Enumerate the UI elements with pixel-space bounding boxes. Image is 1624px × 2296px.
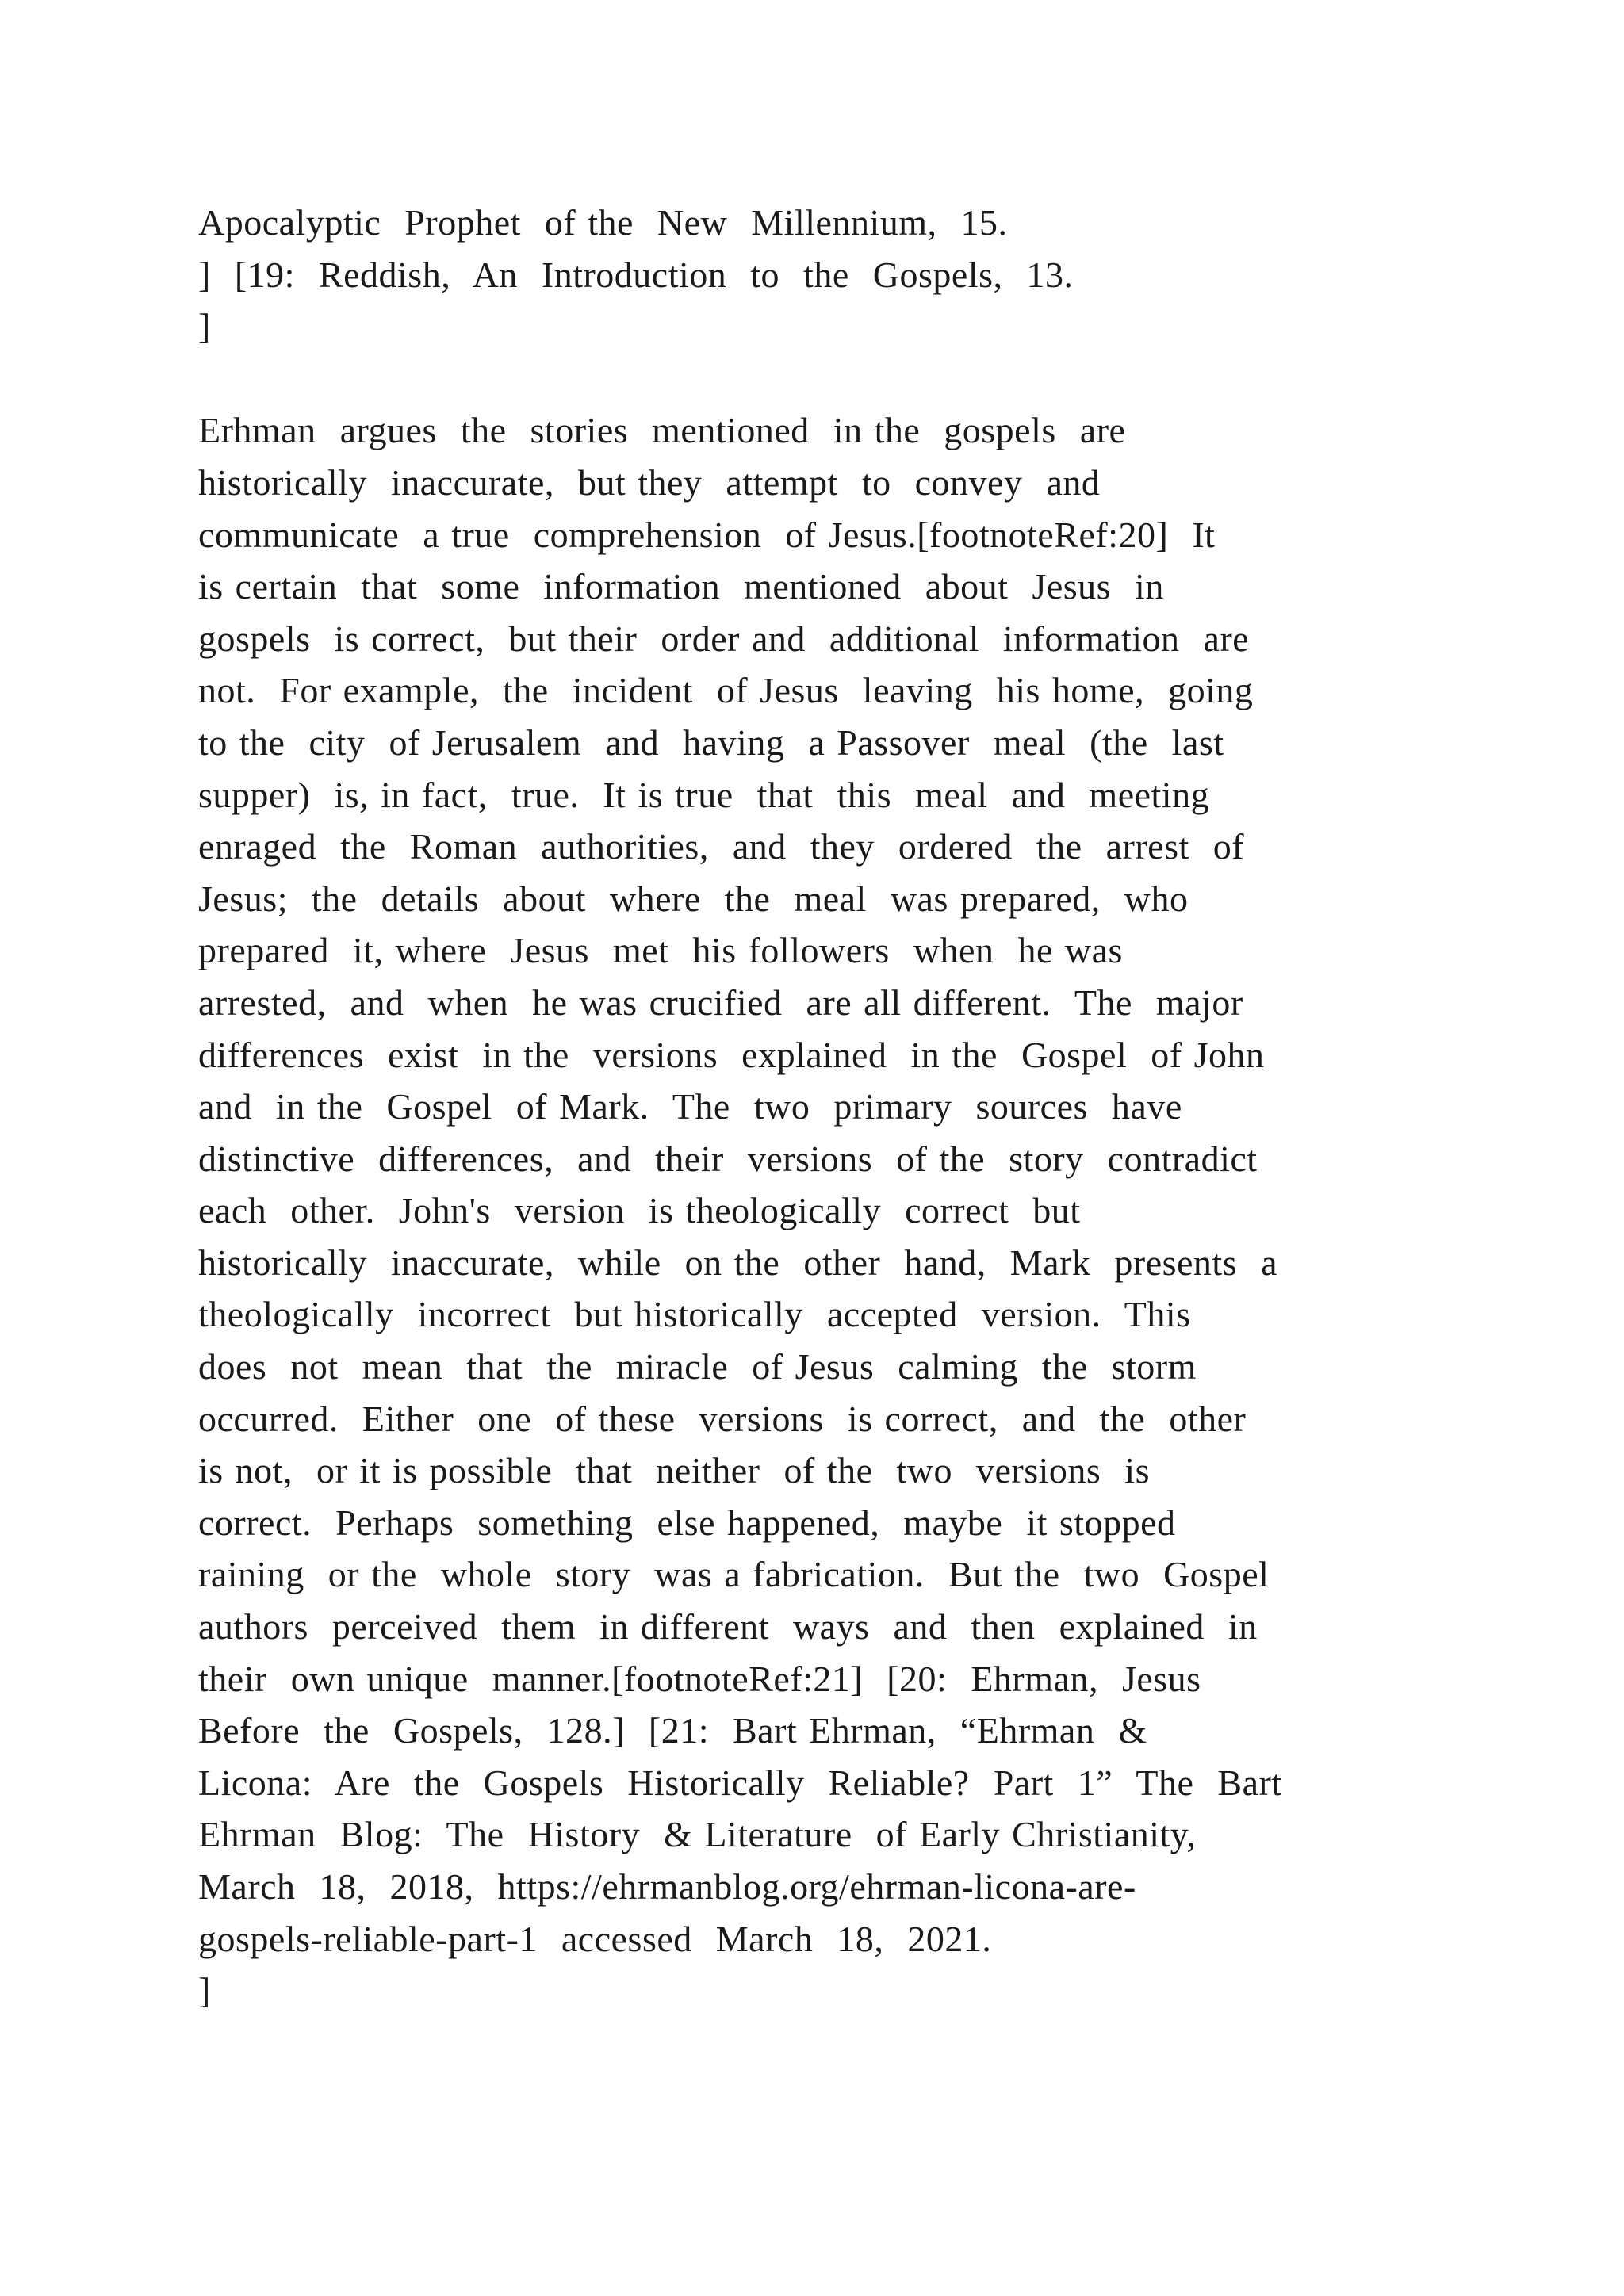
text-line: distinctive differences, and their versions of the story contradict bbox=[198, 1138, 1258, 1179]
text-line: gospels-reliable-part-1 accessed March 18, 2021. bbox=[198, 1918, 992, 1959]
text-line: arrested, and when he was crucified are all different. The major bbox=[198, 982, 1243, 1023]
text-line: historically inaccurate, but they attempt to convey and bbox=[198, 461, 1101, 503]
text-line: correct. Perhaps something else happened, maybe it stopped bbox=[198, 1502, 1176, 1543]
text-line: Jesus; the details about where the meal was prepared, who bbox=[198, 878, 1189, 919]
document-body bbox=[198, 197, 1467, 2017]
text-line: authors perceived them in different ways and then explained in bbox=[198, 1606, 1258, 1647]
text-line: each other. John's version is theologically correct but bbox=[198, 1190, 1081, 1231]
text-line: Licona: Are the Gospels Historically Reliable? Part 1” The Bart bbox=[198, 1762, 1282, 1803]
text-line-footnote-19: ] [19: Reddish, An Introduction to the Gospels, 13. bbox=[198, 254, 1074, 295]
text-line: not. For example, the incident of Jesus leaving his home, going bbox=[198, 670, 1254, 711]
text-line: differences exist in the versions explained in the Gospel of John bbox=[198, 1034, 1265, 1075]
text-line: to the city of Jerusalem and having a Passover meal (the last bbox=[198, 721, 1224, 763]
text-line: occurred. Either one of these versions is correct, and the other bbox=[198, 1398, 1247, 1439]
text-line: raining or the whole story was a fabrication. But the two Gospel bbox=[198, 1554, 1270, 1595]
text-line: prepared it, where Jesus met his followers when he was bbox=[198, 930, 1123, 971]
text-line-footnote-close: ] bbox=[198, 1970, 211, 2011]
text-line: Before the Gospels, 128.] [21: Bart Ehrman, “Ehrman & bbox=[198, 1710, 1147, 1751]
text-line-footnote-close: ] bbox=[198, 306, 211, 347]
text-line: their own unique manner.[footnoteRef:21] [20: Ehrman, Jesus bbox=[198, 1658, 1201, 1699]
text-line: Erhman argues the stories mentioned in the gospels are bbox=[198, 410, 1126, 451]
text-line: enraged the Roman authorities, and they ordered the arrest of bbox=[198, 826, 1245, 867]
text-line-footnote-continuation: Apocalyptic Prophet of the New Millennium, 15. bbox=[198, 202, 1008, 243]
text-line: is certain that some information mentioned about Jesus in bbox=[198, 566, 1164, 607]
text-line: supper) is, in fact, true. It is true that this meal and meeting bbox=[198, 774, 1210, 815]
text-line: Ehrman Blog: The History & Literature of Early Christianity, bbox=[198, 1814, 1197, 1855]
text-line: is not, or it is possible that neither of the two versions is bbox=[198, 1450, 1151, 1491]
text-line: communicate a true comprehension of Jesus.[footnoteRef:20] It bbox=[198, 514, 1216, 555]
text-line: theologically incorrect but historically accepted version. This bbox=[198, 1294, 1191, 1335]
text-line: does not mean that the miracle of Jesus calming the storm bbox=[198, 1346, 1197, 1387]
text-line: March 18, 2018, https://ehrmanblog.org/ehrman-licona-are- bbox=[198, 1866, 1136, 1907]
text-line: gospels is correct, but their order and additional information are bbox=[198, 618, 1250, 659]
paragraph-gap bbox=[198, 353, 1467, 405]
text-line: historically inaccurate, while on the other hand, Mark presents a bbox=[198, 1242, 1278, 1283]
text-line: and in the Gospel of Mark. The two primary sources have bbox=[198, 1086, 1182, 1127]
